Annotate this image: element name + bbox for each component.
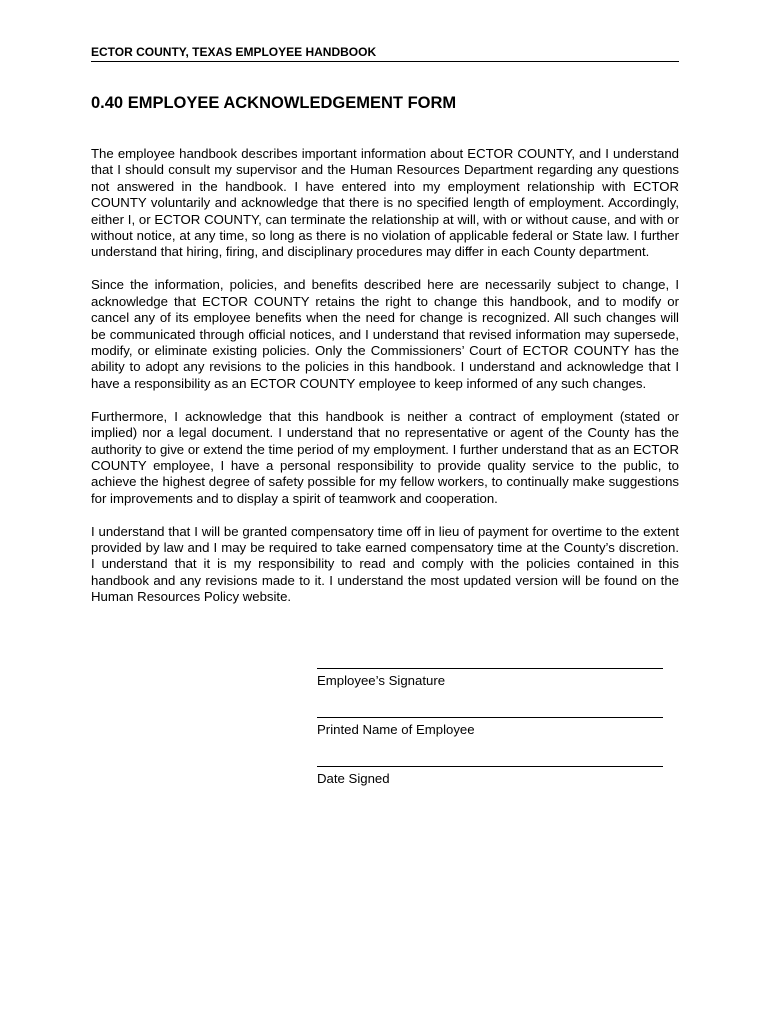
running-header: ECTOR COUNTY, TEXAS EMPLOYEE HANDBOOK xyxy=(91,45,679,62)
paragraph-employment-relationship: The employee handbook describes important information about ECTOR COUNTY, and I understand that I should consult my supervisor and the Human Resources Department regarding any questions not answered in the handbook. I have entered into my employment relationship with ECTOR COUNTY voluntarily and acknowledge that there is no specified length of employment. Accordingly, either I, or ECTOR COUNTY, can terminate the relationship at will, with or without cause, and with or without notice, at any time, so long as there is no violation of applicable federal or State law. I further understand that hiring, firing, and disciplinary procedures may differ in each County department. xyxy=(91,146,679,260)
acknowledgement-body xyxy=(91,146,679,622)
printed-name-line[interactable] xyxy=(317,717,663,718)
date-signed-label: Date Signed xyxy=(317,771,390,786)
employee-signature-line[interactable] xyxy=(317,668,663,669)
date-signed-block xyxy=(317,766,663,787)
printed-name-label: Printed Name of Employee xyxy=(317,722,475,737)
employee-signature-block xyxy=(317,668,663,689)
printed-name-block xyxy=(317,717,663,738)
paragraph-not-a-contract: Furthermore, I acknowledge that this handbook is neither a contract of employment (stated or implied) nor a legal document. I understand that no representative or agent of the County has the authority to give or extend the time period of my employment. I further understand that as an ECTOR COUNTY employee, I have a personal responsibility to provide quality service to the public, to achieve the highest degree of safety possible for my fellow workers, to continually make suggestions for improvements and to display a spirit of teamwork and cooperation. xyxy=(91,408,679,506)
paragraph-compensatory-time: I understand that I will be granted compensatory time off in lieu of payment for overtime to the extent provided by law and I may be required to take earned compensatory time at the County’s discretion. I understand that it is my responsibility to read and comply with the policies contained in this handbook and any revisions made to it. I understand the most updated version will be found on the Human Resources Policy website. xyxy=(91,523,679,605)
employee-signature-label: Employee’s Signature xyxy=(317,673,446,688)
date-signed-line[interactable] xyxy=(317,766,663,767)
form-title: 0.40 EMPLOYEE ACKNOWLEDGEMENT FORM xyxy=(91,94,457,112)
paragraph-policy-changes: Since the information, policies, and benefits described here are necessarily subject to change, I acknowledge that ECTOR COUNTY retains the right to change this handbook, and to modify or cancel any of its employee benefits when the need for change is recognized. All such changes will be communicated through official notices, and I understand that revised information may supersede, modify, or eliminate existing policies. Only the Commissioners’ Court of ECTOR COUNTY has the ability to adopt any revisions to the policies in this handbook. I understand and acknowledge that I have a responsibility as an ECTOR COUNTY employee to keep informed of any such changes. xyxy=(91,277,679,391)
